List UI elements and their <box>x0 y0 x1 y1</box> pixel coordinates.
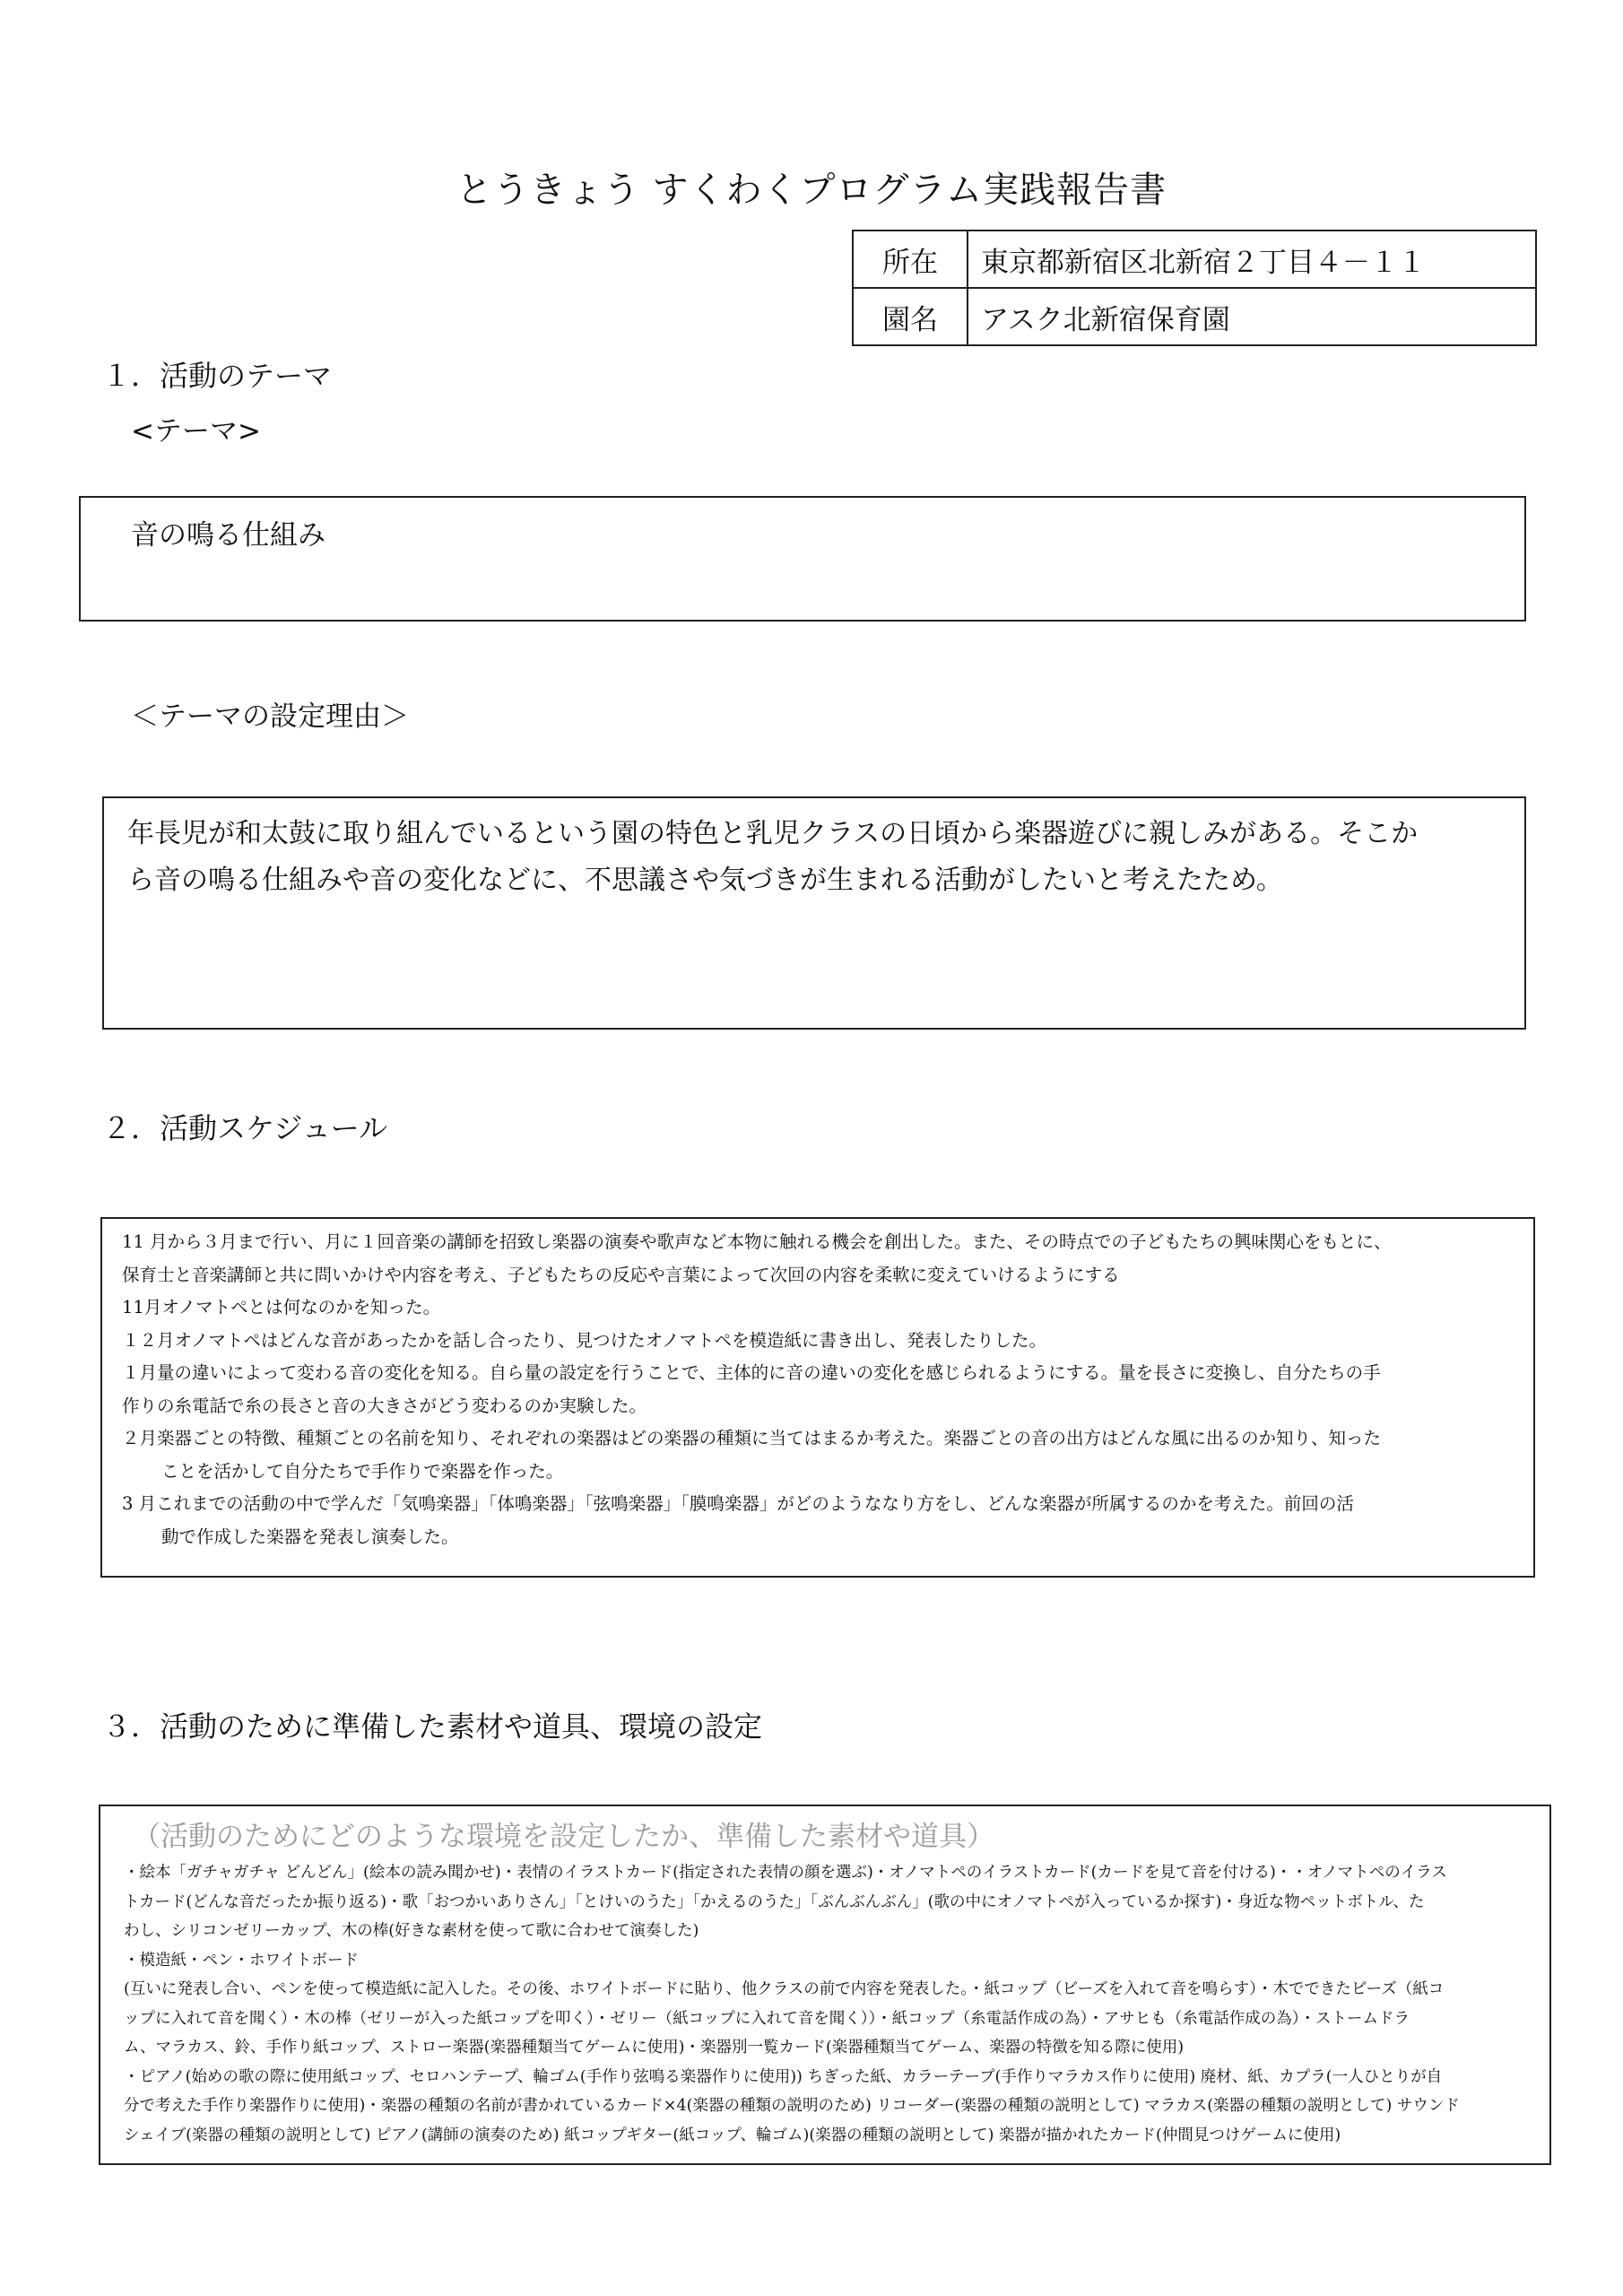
materials-line: ・模造紙・ペン・ホワイトボード <box>124 1951 359 1970</box>
materials-line: ップに入れて音を聞く）・木の棒（ゼリーが入った紙コップを叩く）・ゼリー（紙コップに入れて音を聞く））・紙コップ（糸電話作成の為）・アサヒも（糸電話作成の為）・ストームドラ <box>124 2009 1410 2028</box>
schedule-line: 保育士と音楽講師と共に問いかけや内容を考え、子どもたちの反応や言葉によって次回の内容を柔軟に変えていけるようにする <box>122 1264 1120 1285</box>
name-value: アスク北新宿保育園 <box>968 288 1536 345</box>
location-row <box>853 230 1536 288</box>
materials-line: シェイブ(楽器の種類の説明として) ピアノ(講師の演奏のため) 紙コップギター(紙コップ、輪ゴム)(楽器の種類の説明として) 楽器が描かれたカード(仲間見つけゲームに使用) <box>124 2126 1341 2144</box>
schedule-line: ことを活かして自分たちで手作りで楽器を作った。 <box>161 1460 564 1482</box>
materials-line: (互いに発表し合い、ペンを使って模造紙に記入した。その後、ホワイトボードに貼り、他クラスの前で内容を発表した。・紙コップ（ビーズを入れて音を鳴らす）・木でできたビーズ（紙コ <box>124 1980 1445 1998</box>
schedule-text <box>102 1219 1533 1561</box>
reason-line: ら音の鳴る仕組みや音の変化などに、不思議さや気づきが生まれる活動がしたいと考えたため。 <box>127 865 1283 896</box>
reason-line: 年長児が和太鼓に取り組んでいるという園の特色と乳児クラスの日頃から楽器遊びに親しみがある。そこか <box>127 818 1419 849</box>
materials-line: ・ピアノ(始めの歌の際に使用紙コップ、セロハンテープ、輪ゴム(手作り弦鳴る楽器作りに使用)) ちぎった紙、カラーテープ(手作りマラカス作りに使用) 廃材、紙、カプラ(一人ひとりが自 <box>124 2067 1443 2086</box>
materials-line: 分で考えた手作り楽器作りに使用)・楽器の種類の名前が書かれているカード×4(楽器の種類の説明のため) リコーダー(楽器の種類の説明として) マラカス(楽器の種類の説明として) サウンド <box>124 2097 1460 2115</box>
schedule-line: ２月楽器ごとの特徴、種類ごとの名前を知り、それぞれの楽器はどの楽器の種類に当てはまるか考えた。楽器ごとの音の出方はどんな風に出るのか知り、知った <box>122 1428 1382 1448</box>
schedule-line: 3 月これまでの活動の中で学んだ「気鳴楽器」「体鳴楽器」「弦鳴楽器」「膜鳴楽器」がどのようななり方をし、どんな楽器が所属するのかを考えた。前回の活 <box>122 1493 1354 1514</box>
schedule-line: 作りの糸電話で糸の長さと音の大きさがどう変わるのか実験した。 <box>122 1395 647 1416</box>
materials-box-heading: （活動のためにどのような環境を設定したか、準備した素材や道具） <box>133 1821 994 1853</box>
section3-heading: ３．活動のために準備した素材や道具、環境の設定 <box>102 1709 763 1744</box>
section1-heading: １．活動のテーマ <box>102 359 333 393</box>
materials-line: わし、シリコンゼリーカップ、木の棒(好きな素材を使って歌に合わせて演奏した) <box>124 1922 699 1940</box>
schedule-line: １２月オノマトペはどんな音があったかを話し合ったり、見つけたオノマトペを模造紙に書き出し、発表したりした。 <box>122 1329 1046 1351</box>
materials-box <box>99 1805 1551 2165</box>
schedule-line: 11月オノマトペとは何なのかを知った。 <box>122 1297 441 1318</box>
theme-box <box>79 496 1526 622</box>
schedule-line: 11 月から３月まで行い、月に１回音楽の講師を招致し楽器の演奏や歌声など本物に触れる機会を創出した。また、その時点での子どもたちの興味関心をもとに、 <box>122 1231 1392 1252</box>
reason-box <box>102 796 1526 1030</box>
schedule-line: 動で作成した楽器を発表し演奏した。 <box>161 1526 459 1547</box>
name-row <box>853 288 1536 345</box>
location-label: 所在 <box>853 230 968 288</box>
theme-label: <テーマ> <box>131 415 261 448</box>
theme-text: 音の鳴る仕組み <box>131 519 325 552</box>
facility-info-table <box>852 230 1537 346</box>
schedule-box <box>100 1217 1535 1578</box>
name-label: 園名 <box>853 288 968 345</box>
reason-text <box>104 798 1524 917</box>
materials-line: ・絵本「ガチャガチャ どんどん」(絵本の読み聞かせ)・表情のイラストカード(指定された表情の顔を選ぶ)・オノマトペのイラストカード(カードを見て音を付ける)・・オノマトペのイラス <box>124 1864 1447 1882</box>
reason-label: ＜テーマの設定理由＞ <box>131 700 409 733</box>
location-value: 東京都新宿区北新宿２丁目４－１１ <box>968 230 1536 288</box>
materials-text <box>100 1855 1549 2150</box>
schedule-line: １月量の違いによって変わる音の変化を知る。自ら量の設定を行うことで、主体的に音の違いの変化を感じられるようにする。量を長さに変換し、自分たちの手 <box>122 1362 1381 1383</box>
materials-line: トカード(どんな音だったか振り返る)・歌「おつかいありさん」「とけいのうた」「かえるのうた」「ぶんぶんぶん」(歌の中にオノマトペが入っているか探す)・身近な物ペットボトル、た <box>124 1892 1425 1911</box>
section2-heading: ２．活動スケジュール <box>102 1111 388 1145</box>
page-title: とうきょう すくわくプログラム実践報告書 <box>456 170 1167 211</box>
materials-line: ム、マラカス、鈴、手作り紙コップ、ストロー楽器(楽器種類当てゲームに使用)・楽器別一覧カード(楽器種類当てゲーム、楽器の特徴を知る際に使用) <box>124 2039 1185 2057</box>
